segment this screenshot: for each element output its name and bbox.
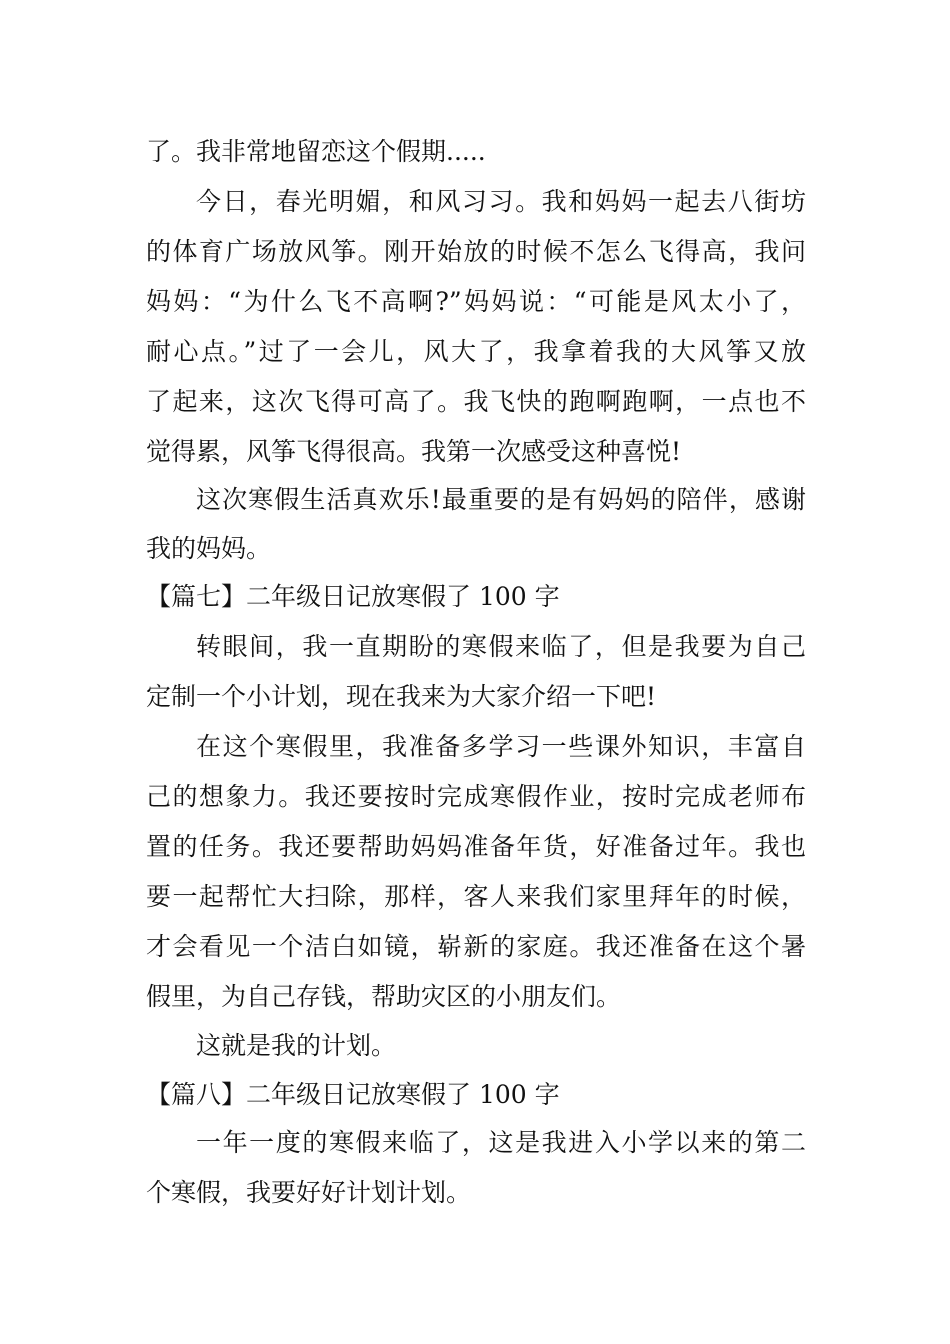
text-line [0, 524, 950, 574]
paragraph-first-line [0, 1118, 950, 1168]
text-line [0, 427, 950, 477]
paragraph-first-line [0, 177, 950, 227]
text-line [0, 377, 950, 427]
line-text: 这就是我的计划。 [196, 1031, 397, 1060]
text-line [0, 972, 950, 1022]
text-line [0, 822, 950, 872]
paragraph-first-line [0, 1021, 950, 1071]
line-text: 才会看见一个洁白如镜，崭新的家庭。我还准备在这个暑 [146, 932, 806, 961]
text-line [0, 772, 950, 822]
line-text: 耐心点。”过了一会儿，风大了，我拿着我的大风筝又放 [146, 337, 806, 366]
text-line [0, 1168, 950, 1218]
line-text: 定制一个小计划，现在我来为大家介绍一下吧! [146, 682, 657, 711]
line-text: 假里，为自己存钱，帮助灾区的小朋友们。 [146, 982, 622, 1011]
text-line [0, 127, 950, 177]
text-line [0, 922, 950, 972]
line-text: 己的想象力。我还要按时完成寒假作业，按时完成老师布 [146, 782, 806, 811]
text-line [0, 327, 950, 377]
text-line [0, 672, 950, 722]
line-text: 在这个寒假里，我准备多学习一些课外知识，丰富自 [196, 732, 806, 761]
section-heading [0, 572, 950, 622]
text-line [0, 227, 950, 277]
paragraph-first-line [0, 475, 950, 525]
line-text: 了起来，这次飞得可高了。我飞快的跑啊跑啊，一点也不 [146, 387, 806, 416]
line-text: 置的任务。我还要帮助妈妈准备年货，好准备过年。我也 [146, 832, 806, 861]
text-line [0, 872, 950, 922]
heading-text: 【篇七】二年级日记放寒假了 100 字 [146, 582, 560, 611]
line-text: 我的妈妈。 [146, 534, 272, 563]
paragraph-first-line [0, 722, 950, 772]
paragraph-first-line [0, 622, 950, 672]
line-text: 今日，春光明媚，和风习习。我和妈妈一起去八街坊 [196, 187, 806, 216]
line-text: 要一起帮忙大扫除，那样，客人来我们家里拜年的时候， [146, 882, 806, 911]
line-text: 转眼间，我一直期盼的寒假来临了，但是我要为自己 [196, 632, 806, 661]
line-text: 个寒假，我要好好计划计划。 [146, 1178, 472, 1207]
heading-text: 【篇八】二年级日记放寒假了 100 字 [146, 1080, 560, 1109]
line-text: 觉得累，风筝飞得很高。我第一次感受这种喜悦! [146, 437, 682, 466]
line-text: 了。我非常地留恋这个假期..... [146, 137, 486, 166]
section-heading [0, 1070, 950, 1120]
line-text: 这次寒假生活真欢乐!最重要的是有妈妈的陪伴，感谢 [196, 485, 806, 514]
line-text: 妈妈：“为什么飞不高啊?”妈妈说：“可能是风太小了， [146, 287, 806, 316]
line-text: 一年一度的寒假来临了，这是我进入小学以来的第二 [196, 1128, 806, 1157]
text-line [0, 277, 950, 327]
line-text: 的体育广场放风筝。刚开始放的时候不怎么飞得高，我问 [146, 237, 806, 266]
